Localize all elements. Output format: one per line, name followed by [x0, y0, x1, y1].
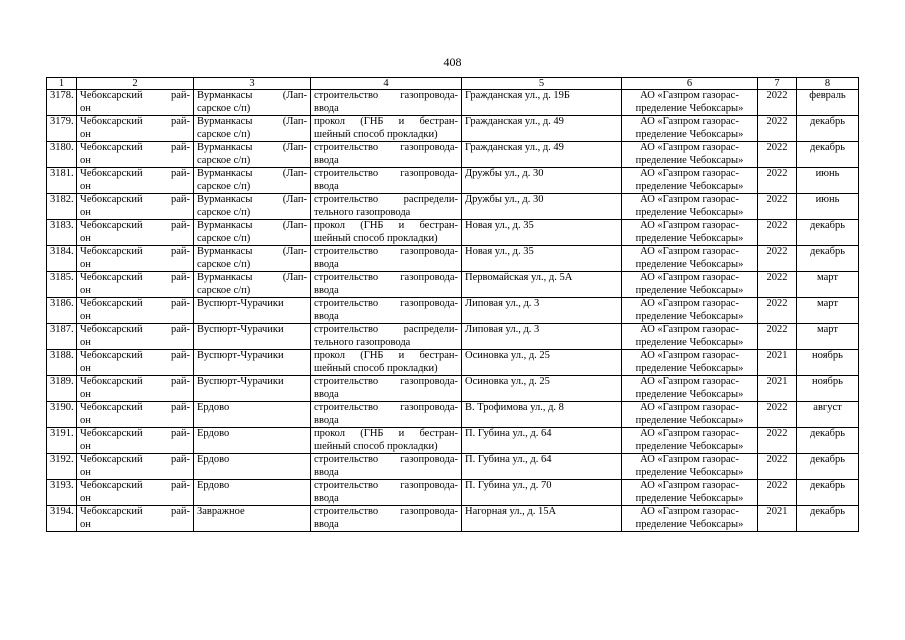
district-line: Чебоксарский рай-: [80, 194, 190, 205]
address-cell: Нагорная ул., д. 15А: [462, 506, 622, 532]
year-cell: 2021: [758, 376, 797, 402]
locality-line: Вуспюрт-Чурачики: [197, 324, 284, 335]
work-type-line: прокол (ГНБ и бестран-: [314, 116, 458, 127]
locality-cell: [194, 298, 311, 324]
locality-line: Ердово: [197, 428, 230, 439]
address-cell: Первомайская ул., д. 5А: [462, 272, 622, 298]
district-line: Чебоксарский рай-: [80, 246, 190, 257]
work-type-line: ввода: [314, 154, 339, 166]
organization-line: пределение Чебоксары»: [635, 310, 744, 322]
year-cell: 2021: [758, 506, 797, 532]
organization-line: АО «Газпром газорас-: [640, 324, 739, 335]
locality-line: Вурманкасы (Лап-: [197, 194, 307, 205]
locality-cell: [194, 324, 311, 350]
organization-cell: [622, 376, 758, 402]
district-cell: [77, 454, 194, 480]
year-cell: 2022: [758, 298, 797, 324]
organization-line: пределение Чебоксары»: [635, 414, 744, 426]
district-cell: [77, 376, 194, 402]
work-type-line: строительство распредели-: [314, 194, 458, 205]
district-line: он: [80, 258, 91, 270]
locality-cell: [194, 272, 311, 298]
work-type-cell: [311, 428, 462, 454]
row-number-cell: 3189.: [47, 376, 77, 402]
district-line: он: [80, 414, 91, 426]
district-line: Чебоксарский рай-: [80, 272, 190, 283]
district-line: Чебоксарский рай-: [80, 350, 190, 361]
work-type-line: шейный способ прокладки): [314, 362, 438, 374]
year-cell: 2022: [758, 428, 797, 454]
work-type-cell: [311, 350, 462, 376]
table-body: [47, 90, 859, 532]
locality-line: сарское с/п): [197, 154, 251, 166]
district-cell: [77, 220, 194, 246]
work-type-cell: [311, 480, 462, 506]
organization-cell: [622, 350, 758, 376]
table-row: [47, 428, 859, 454]
work-type-line: строительство газопровода-: [314, 90, 458, 101]
work-type-line: строительство газопровода-: [314, 454, 458, 465]
locality-cell: [194, 402, 311, 428]
organization-line: АО «Газпром газорас-: [640, 350, 739, 361]
month-cell: август: [797, 402, 859, 428]
locality-cell: [194, 376, 311, 402]
organization-cell: [622, 116, 758, 142]
table-row: [47, 324, 859, 350]
district-line: он: [80, 492, 91, 504]
district-cell: [77, 194, 194, 220]
district-cell: [77, 246, 194, 272]
organization-cell: [622, 246, 758, 272]
month-cell: март: [797, 324, 859, 350]
organization-line: пределение Чебоксары»: [635, 466, 744, 478]
work-type-line: прокол (ГНБ и бестран-: [314, 220, 458, 231]
district-line: он: [80, 388, 91, 400]
locality-line: сарское с/п): [197, 258, 251, 270]
organization-line: пределение Чебоксары»: [635, 388, 744, 400]
locality-line: сарское с/п): [197, 284, 251, 296]
work-type-line: ввода: [314, 466, 339, 478]
work-type-cell: [311, 272, 462, 298]
year-cell: 2021: [758, 350, 797, 376]
locality-line: Вурманкасы (Лап-: [197, 116, 307, 127]
organization-line: пределение Чебоксары»: [635, 284, 744, 296]
locality-line: Вурманкасы (Лап-: [197, 168, 307, 179]
work-type-line: ввода: [314, 284, 339, 296]
organization-line: АО «Газпром газорас-: [640, 272, 739, 283]
row-number-cell: 3180.: [47, 142, 77, 168]
district-cell: [77, 272, 194, 298]
month-cell: март: [797, 298, 859, 324]
year-cell: 2022: [758, 480, 797, 506]
district-cell: [77, 168, 194, 194]
district-line: Чебоксарский рай-: [80, 480, 190, 491]
locality-line: сарское с/п): [197, 102, 251, 114]
organization-line: пределение Чебоксары»: [635, 518, 744, 530]
work-type-line: шейный способ прокладки): [314, 440, 438, 452]
locality-cell: [194, 480, 311, 506]
organization-line: АО «Газпром газорас-: [640, 90, 739, 101]
column-header: 3: [194, 78, 311, 90]
locality-cell: [194, 506, 311, 532]
year-cell: 2022: [758, 90, 797, 116]
organization-line: АО «Газпром газорас-: [640, 506, 739, 517]
table-row: [47, 454, 859, 480]
address-cell: Осиновка ул., д. 25: [462, 350, 622, 376]
district-cell: [77, 324, 194, 350]
organization-line: пределение Чебоксары»: [635, 102, 744, 114]
district-line: Чебоксарский рай-: [80, 220, 190, 231]
district-line: Чебоксарский рай-: [80, 376, 190, 387]
work-type-line: строительство газопровода-: [314, 142, 458, 153]
locality-line: Вурманкасы (Лап-: [197, 142, 307, 153]
row-number-cell: 3194.: [47, 506, 77, 532]
organization-line: пределение Чебоксары»: [635, 258, 744, 270]
work-type-line: строительство газопровода-: [314, 376, 458, 387]
address-cell: Дружбы ул., д. 30: [462, 194, 622, 220]
organization-line: АО «Газпром газорас-: [640, 194, 739, 205]
work-type-cell: [311, 168, 462, 194]
work-type-line: прокол (ГНБ и бестран-: [314, 350, 458, 361]
row-number-cell: 3179.: [47, 116, 77, 142]
address-cell: Дружбы ул., д. 30: [462, 168, 622, 194]
table-row: [47, 142, 859, 168]
row-number-cell: 3182.: [47, 194, 77, 220]
district-cell: [77, 402, 194, 428]
work-type-cell: [311, 454, 462, 480]
work-type-line: строительство распредели-: [314, 324, 458, 335]
gas-works-table: [46, 77, 859, 532]
organization-cell: [622, 506, 758, 532]
work-type-line: шейный способ прокладки): [314, 232, 438, 244]
address-cell: П. Губина ул., д. 64: [462, 428, 622, 454]
address-cell: Гражданская ул., д. 49: [462, 142, 622, 168]
district-line: Чебоксарский рай-: [80, 402, 190, 413]
work-type-cell: [311, 90, 462, 116]
table-row: [47, 480, 859, 506]
table-row: [47, 506, 859, 532]
district-cell: [77, 90, 194, 116]
locality-line: сарское с/п): [197, 206, 251, 218]
district-line: Чебоксарский рай-: [80, 454, 190, 465]
organization-line: АО «Газпром газорас-: [640, 454, 739, 465]
locality-cell: [194, 142, 311, 168]
row-number-cell: 3181.: [47, 168, 77, 194]
month-cell: ноябрь: [797, 376, 859, 402]
table-row: [47, 350, 859, 376]
work-type-line: строительство газопровода-: [314, 168, 458, 179]
work-type-line: строительство газопровода-: [314, 506, 458, 517]
locality-cell: [194, 428, 311, 454]
address-cell: Липовая ул., д. 3: [462, 324, 622, 350]
organization-cell: [622, 272, 758, 298]
work-type-line: ввода: [314, 310, 339, 322]
year-cell: 2022: [758, 116, 797, 142]
table-row: [47, 376, 859, 402]
locality-cell: [194, 116, 311, 142]
work-type-line: строительство газопровода-: [314, 480, 458, 491]
page-number: 408: [443, 55, 462, 69]
district-cell: [77, 480, 194, 506]
work-type-line: строительство газопровода-: [314, 298, 458, 309]
district-line: он: [80, 128, 91, 140]
work-type-cell: [311, 246, 462, 272]
table-row: [47, 90, 859, 116]
organization-line: АО «Газпром газорас-: [640, 142, 739, 153]
year-cell: 2022: [758, 272, 797, 298]
district-line: он: [80, 440, 91, 452]
row-number-cell: 3183.: [47, 220, 77, 246]
locality-line: сарское с/п): [197, 232, 251, 244]
column-header: 2: [77, 78, 194, 90]
year-cell: 2022: [758, 220, 797, 246]
table-row: [47, 402, 859, 428]
organization-cell: [622, 428, 758, 454]
locality-line: сарское с/п): [197, 128, 251, 140]
work-type-cell: [311, 402, 462, 428]
organization-line: АО «Газпром газорас-: [640, 376, 739, 387]
table-row: [47, 246, 859, 272]
work-type-line: ввода: [314, 388, 339, 400]
address-cell: Гражданская ул., д. 19Б: [462, 90, 622, 116]
district-cell: [77, 350, 194, 376]
row-number-cell: 3192.: [47, 454, 77, 480]
work-type-line: ввода: [314, 258, 339, 270]
locality-cell: [194, 194, 311, 220]
work-type-cell: [311, 116, 462, 142]
district-line: он: [80, 518, 91, 530]
locality-line: Вурманкасы (Лап-: [197, 246, 307, 257]
organization-cell: [622, 142, 758, 168]
column-header: 1: [47, 78, 77, 90]
address-cell: Гражданская ул., д. 49: [462, 116, 622, 142]
work-type-line: строительство газопровода-: [314, 246, 458, 257]
locality-cell: [194, 454, 311, 480]
row-number-cell: 3187.: [47, 324, 77, 350]
locality-cell: [194, 246, 311, 272]
district-line: он: [80, 362, 91, 374]
district-line: он: [80, 336, 91, 348]
locality-line: Ердово: [197, 480, 230, 491]
row-number-cell: 3178.: [47, 90, 77, 116]
locality-line: Вурманкасы (Лап-: [197, 272, 307, 283]
locality-line: Вуспюрт-Чурачики: [197, 350, 284, 361]
district-line: Чебоксарский рай-: [80, 298, 190, 309]
month-cell: июнь: [797, 168, 859, 194]
locality-line: Ердово: [197, 454, 230, 465]
organization-line: пределение Чебоксары»: [635, 362, 744, 374]
organization-line: пределение Чебоксары»: [635, 232, 744, 244]
work-type-line: прокол (ГНБ и бестран-: [314, 428, 458, 439]
locality-line: Ердово: [197, 402, 230, 413]
table-row: [47, 116, 859, 142]
locality-line: сарское с/п): [197, 180, 251, 192]
district-line: Чебоксарский рай-: [80, 142, 190, 153]
month-cell: декабрь: [797, 480, 859, 506]
table-row: [47, 272, 859, 298]
district-line: он: [80, 310, 91, 322]
work-type-cell: [311, 194, 462, 220]
address-cell: Осиновка ул., д. 25: [462, 376, 622, 402]
district-line: Чебоксарский рай-: [80, 116, 190, 127]
column-header: 6: [622, 78, 758, 90]
locality-cell: [194, 220, 311, 246]
district-cell: [77, 506, 194, 532]
column-header: 5: [462, 78, 622, 90]
organization-line: АО «Газпром газорас-: [640, 402, 739, 413]
organization-line: пределение Чебоксары»: [635, 492, 744, 504]
organization-line: АО «Газпром газорас-: [640, 220, 739, 231]
row-number-cell: 3186.: [47, 298, 77, 324]
table-row: [47, 168, 859, 194]
organization-line: АО «Газпром газорас-: [640, 298, 739, 309]
organization-cell: [622, 324, 758, 350]
organization-cell: [622, 454, 758, 480]
locality-cell: [194, 168, 311, 194]
locality-line: Вурманкасы (Лап-: [197, 220, 307, 231]
work-type-cell: [311, 324, 462, 350]
month-cell: декабрь: [797, 428, 859, 454]
district-line: Чебоксарский рай-: [80, 168, 190, 179]
district-cell: [77, 298, 194, 324]
year-cell: 2022: [758, 194, 797, 220]
address-cell: Новая ул., д. 35: [462, 220, 622, 246]
year-cell: 2022: [758, 246, 797, 272]
year-cell: 2022: [758, 454, 797, 480]
organization-line: АО «Газпром газорас-: [640, 480, 739, 491]
column-header: 8: [797, 78, 859, 90]
month-cell: март: [797, 272, 859, 298]
organization-cell: [622, 298, 758, 324]
column-header: 4: [311, 78, 462, 90]
district-line: он: [80, 206, 91, 218]
row-number-cell: 3191.: [47, 428, 77, 454]
locality-line: Вуспюрт-Чурачики: [197, 376, 284, 387]
row-number-cell: 3185.: [47, 272, 77, 298]
district-line: Чебоксарский рай-: [80, 90, 190, 101]
year-cell: 2022: [758, 324, 797, 350]
work-type-line: строительство газопровода-: [314, 402, 458, 413]
district-line: он: [80, 466, 91, 478]
organization-cell: [622, 480, 758, 506]
column-header: 7: [758, 78, 797, 90]
locality-line: Вуспюрт-Чурачики: [197, 298, 284, 309]
month-cell: декабрь: [797, 142, 859, 168]
row-number-cell: 3184.: [47, 246, 77, 272]
district-line: Чебоксарский рай-: [80, 506, 190, 517]
work-type-line: шейный способ прокладки): [314, 128, 438, 140]
year-cell: 2022: [758, 402, 797, 428]
locality-line: Вурманкасы (Лап-: [197, 90, 307, 101]
organization-cell: [622, 168, 758, 194]
work-type-line: ввода: [314, 518, 339, 530]
month-cell: февраль: [797, 90, 859, 116]
organization-line: пределение Чебоксары»: [635, 128, 744, 140]
organization-cell: [622, 402, 758, 428]
table-row: [47, 298, 859, 324]
work-type-line: строительство газопровода-: [314, 272, 458, 283]
organization-cell: [622, 194, 758, 220]
table-row: [47, 220, 859, 246]
address-cell: Липовая ул., д. 3: [462, 298, 622, 324]
address-cell: В. Трофимова ул., д. 8: [462, 402, 622, 428]
work-type-cell: [311, 142, 462, 168]
row-number-cell: 3190.: [47, 402, 77, 428]
district-cell: [77, 428, 194, 454]
district-line: он: [80, 154, 91, 166]
work-type-line: ввода: [314, 180, 339, 192]
district-line: он: [80, 232, 91, 244]
locality-cell: [194, 90, 311, 116]
locality-cell: [194, 350, 311, 376]
month-cell: декабрь: [797, 454, 859, 480]
row-number-cell: 3188.: [47, 350, 77, 376]
table-row: [47, 194, 859, 220]
organization-line: АО «Газпром газорас-: [640, 246, 739, 257]
work-type-cell: [311, 376, 462, 402]
month-cell: декабрь: [797, 506, 859, 532]
month-cell: июнь: [797, 194, 859, 220]
organization-cell: [622, 220, 758, 246]
work-type-line: ввода: [314, 102, 339, 114]
district-line: он: [80, 102, 91, 114]
organization-line: АО «Газпром газорас-: [640, 168, 739, 179]
district-line: Чебоксарский рай-: [80, 324, 190, 335]
month-cell: декабрь: [797, 220, 859, 246]
address-cell: П. Губина ул., д. 70: [462, 480, 622, 506]
organization-line: АО «Газпром газорас-: [640, 116, 739, 127]
work-type-cell: [311, 220, 462, 246]
organization-line: АО «Газпром газорас-: [640, 428, 739, 439]
district-cell: [77, 116, 194, 142]
district-line: он: [80, 180, 91, 192]
work-type-line: ввода: [314, 414, 339, 426]
organization-line: пределение Чебоксары»: [635, 206, 744, 218]
work-type-line: тельного газопровода: [314, 336, 411, 348]
organization-line: пределение Чебоксары»: [635, 336, 744, 348]
month-cell: декабрь: [797, 246, 859, 272]
work-type-line: тельного газопровода: [314, 206, 411, 218]
month-cell: ноябрь: [797, 350, 859, 376]
district-line: он: [80, 284, 91, 296]
work-type-line: ввода: [314, 492, 339, 504]
address-cell: П. Губина ул., д. 64: [462, 454, 622, 480]
locality-line: Завражное: [197, 506, 245, 517]
column-number-row: [47, 78, 859, 90]
organization-line: пределение Чебоксары»: [635, 154, 744, 166]
year-cell: 2022: [758, 142, 797, 168]
address-cell: Новая ул., д. 35: [462, 246, 622, 272]
organization-line: пределение Чебоксары»: [635, 180, 744, 192]
work-type-cell: [311, 298, 462, 324]
district-line: Чебоксарский рай-: [80, 428, 190, 439]
month-cell: декабрь: [797, 116, 859, 142]
work-type-cell: [311, 506, 462, 532]
organization-line: пределение Чебоксары»: [635, 440, 744, 452]
district-cell: [77, 142, 194, 168]
year-cell: 2022: [758, 168, 797, 194]
row-number-cell: 3193.: [47, 480, 77, 506]
organization-cell: [622, 90, 758, 116]
